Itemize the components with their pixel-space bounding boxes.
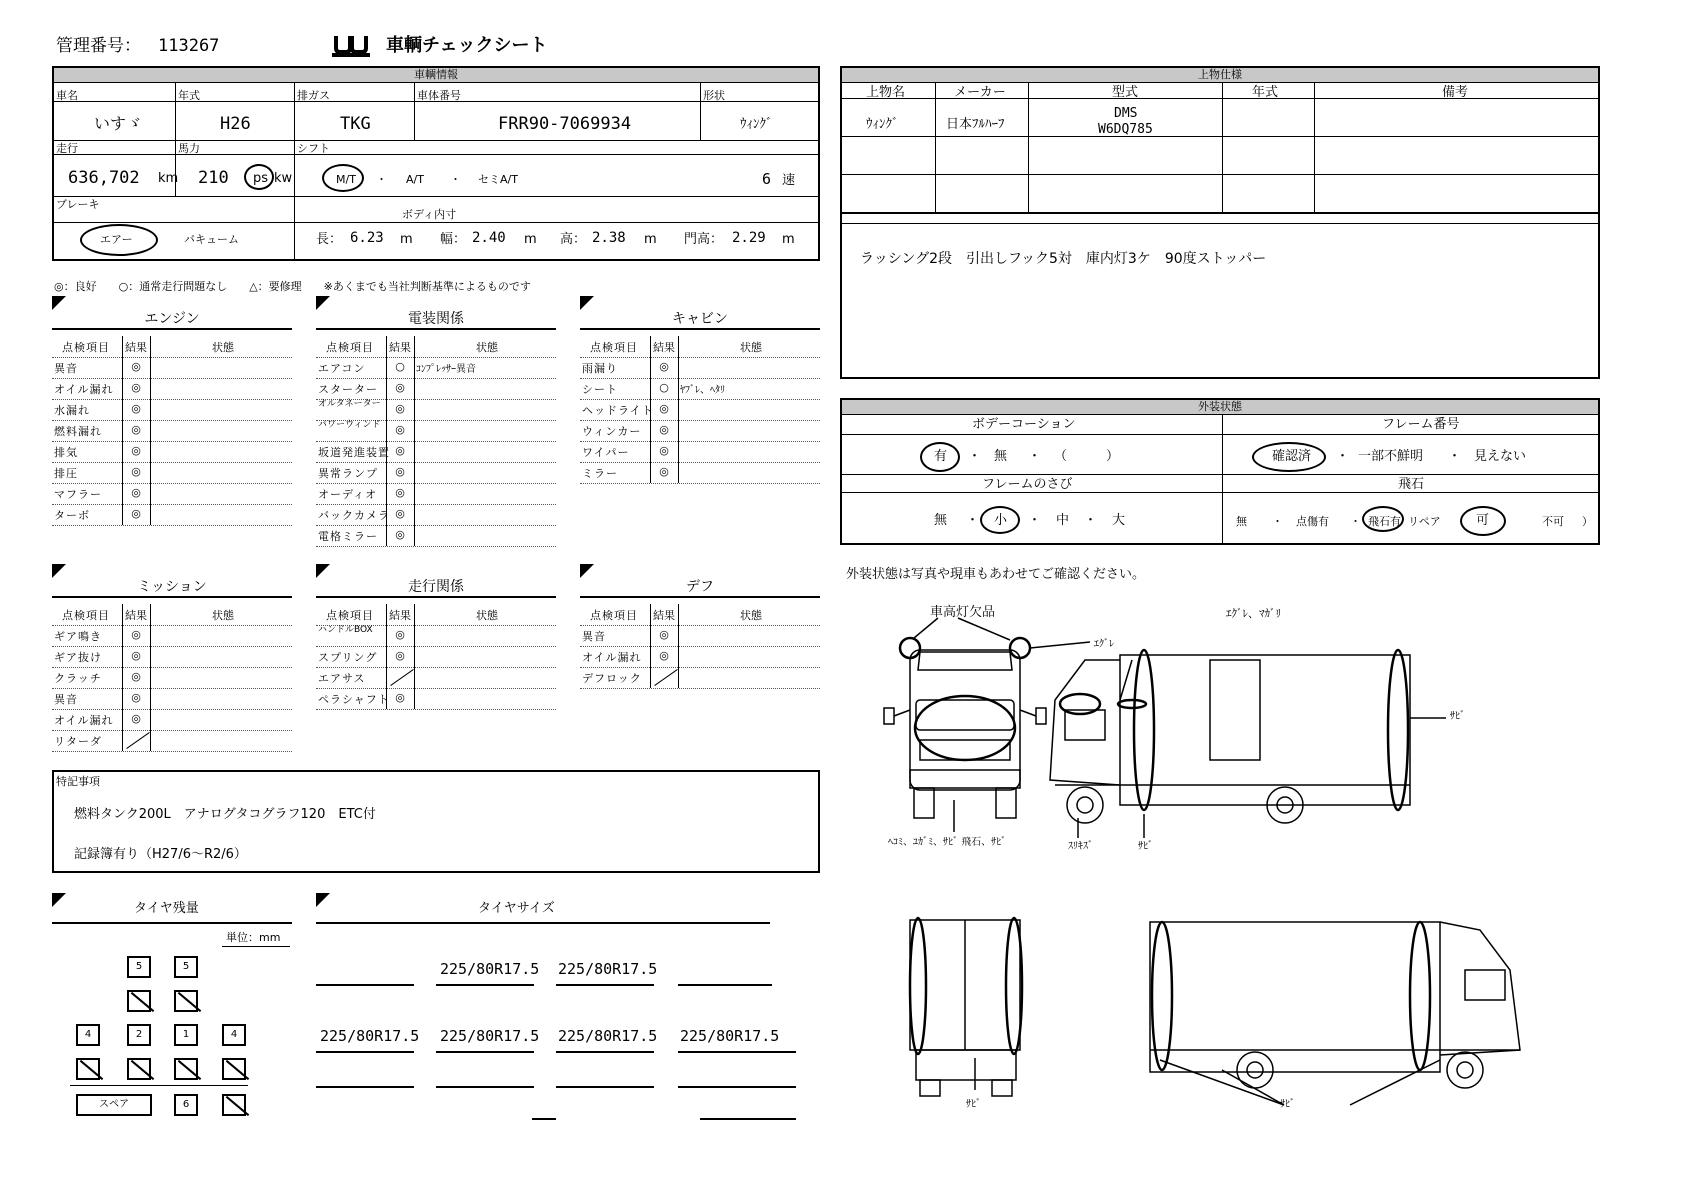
check-item-name: 排気 [54,446,78,459]
check-row [580,357,820,379]
body-dim-label: ボディ内寸 [402,208,457,221]
exhaust-value: TKG [340,114,371,134]
tyre-slot-empty [222,1058,246,1080]
check-row [580,441,820,463]
mgmt-number: 113267 [158,36,220,56]
check-item-name: スターター [318,383,378,396]
electric-title: 電装関係 [408,311,464,327]
tyre-rear-right-outer: 4 [222,1024,246,1046]
wid-value: 2.40 [472,230,506,246]
check-row [52,504,292,526]
check-result: ◎ [659,402,669,415]
frame-label: フレーム番号 [1382,417,1460,432]
check-row [580,420,820,442]
rust-small-circle [980,506,1020,534]
check-result: ◎ [659,423,669,436]
check-item-name: マフラー [54,488,102,501]
truck-rear-view [910,918,1022,1096]
diff-check-table [580,604,820,688]
chip-ok: 可 [1476,513,1490,528]
check-result: ◎ [395,691,405,704]
annot-front-damage: ﾍｺﾐ、ﾕｶﾞﾐ、ｻﾋﾞ 飛石、ｻﾋﾞ [888,837,1007,848]
check-result: ◎ [131,486,141,499]
check-header-row [580,336,820,358]
check-row [316,483,556,505]
check-row [580,462,820,484]
tyre-unit: 単位：mm [226,931,281,944]
check-item-name: 坂道発進装置 [318,446,390,459]
check-item-name: パワーウィンド [318,420,381,430]
check-row [52,462,292,484]
col-state: 状態 [476,341,498,354]
hp-unit-kw: kw [274,171,293,186]
check-item-name: ペラシャフト [318,693,390,706]
mileage-unit: km [158,171,179,186]
sep: ・ [1028,513,1042,528]
check-row [52,688,292,710]
col-item: 点検項目 [590,609,638,622]
tyre-front-right: 5 [174,956,198,978]
exterior-section-header: 外装状態 [842,400,1598,415]
check-item-name: エアサス [318,672,366,685]
check-row [316,420,556,442]
check-header-row [316,336,556,358]
col-state: 状態 [476,609,498,622]
check-item-name: リターダ [54,735,102,748]
check-result: ◎ [131,444,141,457]
check-row [52,730,292,752]
check-item-name: バックカメラ [318,509,390,522]
check-header-row [580,604,820,626]
hp-label: 馬力 [178,142,200,155]
truck-side-view [1050,650,1446,838]
check-item-name: 排圧 [54,467,78,480]
cabin-check-table [580,336,820,483]
company-logo [330,34,372,58]
truck-other-side-view [1150,922,1520,1105]
check-result: ◎ [659,628,669,641]
special-line2: 記録簿有り（H27/6～R2/6） [74,847,247,862]
upper-model-1: DMS [1114,106,1138,121]
check-item-name: シート [582,383,618,396]
col-notes: 備考 [1442,85,1469,100]
check-state: ｺﾝﾌﾟﾚｯｻｰ異音 [416,364,476,375]
not-applicable-slash [390,669,414,686]
legend: ◎：良好 ○：通常走行問題なし △：要修理 ※あくまでも当社判断基準によるものです [54,280,531,293]
check-item-name: 水漏れ [54,404,90,417]
check-row [580,625,820,647]
col-state: 状態 [212,609,234,622]
year-label: 年式 [178,89,200,102]
chip-stone: 飛石有 [1368,515,1401,528]
col-state: 状態 [740,341,762,354]
sep: ・ [1336,449,1350,464]
exterior-note: 外装状態は写真や現車もあわせてご確認ください。 [846,567,1146,582]
chip-close-paren: ） [1582,515,1593,528]
check-row [316,525,556,547]
col-result: 結果 [125,609,147,622]
door-label: 門高： [684,232,724,247]
hei-label: 高： [560,232,587,247]
tyre-size-front-2: 225/80R17.5 [558,960,658,978]
check-result: ○ [395,360,405,373]
check-row [52,625,292,647]
hei-value: 2.38 [592,230,626,246]
not-applicable-slash [654,669,678,686]
check-row [52,667,292,689]
tyre-spare: 6 [174,1094,198,1116]
tyre-slot-empty [76,1058,100,1080]
engine-check-table [52,336,292,525]
check-row [580,667,820,689]
tyre-size-rear-3: 225/80R17.5 [558,1027,658,1045]
check-item-name: オイル漏れ [582,651,642,664]
check-item-name: ギア抜け [54,651,102,664]
shift-mt: M/T [336,173,356,186]
check-row [316,688,556,710]
tyre-slot-empty [174,990,198,1012]
electric-check-table [316,336,556,546]
chip-label: 飛石 [1398,477,1425,492]
rust-label: フレームのさび [982,477,1073,492]
check-result: ◎ [395,381,405,394]
check-row [316,378,556,400]
col-result: 結果 [389,341,411,354]
check-row [580,399,820,421]
annot-crease-bend: ｴｸﾞﾚ、ﾏｶﾞﾘ [1226,607,1281,620]
annot-marker-missing: 車高灯欠品 [930,605,996,620]
annot-rust-rear: ｻﾋﾞ [1450,711,1465,722]
door-value: 2.29 [732,230,766,246]
shift-mt-circle [322,164,364,192]
year-value: H26 [220,114,251,134]
col-item: 点検項目 [62,609,110,622]
check-item-name: 異音 [54,362,78,375]
annot-rust-other-side: ｻﾋﾞ [1280,1099,1295,1110]
mileage-value: 636,702 [68,168,140,188]
check-header-row [52,604,292,626]
upper-note: ラッシング2段 引出しフック5対 庫内灯3ケ 90度ストッパー [860,251,1267,267]
annot-crease: ｴｸﾞﾚ [1094,639,1114,650]
check-result: ◎ [131,423,141,436]
check-result: ◎ [131,712,141,725]
check-item-name: ウィンカー [582,425,642,438]
shift-speed-unit: 速 [782,173,796,188]
check-result: ◎ [659,649,669,662]
coat-label: ボデーコーション [972,417,1076,432]
check-state: ﾔﾌﾞﾚ、ﾍﾀﾘ [680,385,725,396]
check-item-name: ギア鳴き [54,630,102,643]
check-row [316,441,556,463]
special-line1: 燃料タンク200L アナログタコグラフ120 ETC付 [74,807,376,822]
shift-at: A/T [406,173,424,186]
unit-m: m [644,232,657,247]
col-model: 型式 [1112,85,1139,100]
check-result: ◎ [131,691,141,704]
check-item-name: 異常ランプ [318,467,378,480]
check-row [316,357,556,379]
tyre-size-marker [316,893,330,907]
coat-no: 無 [994,449,1008,464]
coat-yes: 有 [934,449,948,464]
rust-none: 無 [934,513,948,528]
check-item-name: エアコン [318,362,366,375]
check-result: ◎ [131,402,141,415]
tyre-size-rear-1: 225/80R17.5 [320,1027,420,1045]
vehicle-info-box [52,66,820,261]
mission-title: ミッション [137,579,207,595]
coat-yes-circle [920,442,960,472]
cabin-title: キャビン [672,311,728,327]
check-item-name: スプリング [318,651,378,664]
hp-unit-ps: ps [253,171,269,186]
shift-speed: 6 [762,170,772,188]
check-result: ◎ [659,465,669,478]
check-row [52,709,292,731]
check-item-name: ミラー [582,467,618,480]
check-row [316,646,556,668]
tyre-rear-left-inner: 2 [127,1024,151,1046]
check-item-name: 異音 [54,693,78,706]
col-item: 点検項目 [62,341,110,354]
check-item-name: 燃料漏れ [54,425,102,438]
check-result: ◎ [395,528,405,541]
tyre-size-rear-2: 225/80R17.5 [440,1027,540,1045]
tyre-rear-right-inner: 1 [174,1024,198,1046]
unit-m: m [782,232,795,247]
upper-name-value: ｳｨﾝｸﾞ [866,117,899,132]
check-item-name: ハンドルBOX [318,625,373,635]
check-row [316,504,556,526]
check-item-name: オイル漏れ [54,714,114,727]
brake-air: エアー [100,233,133,246]
check-row [316,625,556,647]
not-applicable-slash [126,732,150,749]
check-item-name: オルタネーター [318,399,381,409]
sep: ・ [1448,449,1462,464]
brake-label: ブレーキ [56,198,100,211]
sep: ・ [1028,449,1042,464]
diff-title: デフ [686,579,714,595]
tyre-slot-empty [222,1094,246,1116]
truck-front-view [884,618,1090,832]
chip-ng: 不可 [1542,515,1564,528]
check-row [316,399,556,421]
engine-title: エンジン [144,311,200,327]
check-result: ◎ [131,360,141,373]
check-item-name: クラッチ [54,672,102,685]
check-result: ◎ [131,507,141,520]
chip-stone-circle [1362,506,1404,532]
frame-partial: 一部不鮮明 [1358,449,1424,464]
col-state: 状態 [740,609,762,622]
check-row [52,441,292,463]
check-result: ○ [659,381,669,394]
truck-diagrams [880,600,1600,1120]
wid-label: 幅： [440,232,467,247]
check-result: ◎ [659,360,669,373]
unit-m: m [524,232,537,247]
check-result: ◎ [131,670,141,683]
check-row [316,462,556,484]
upper-model-2: W6DQ785 [1098,122,1153,137]
check-row [52,378,292,400]
check-item-name: ワイパー [582,446,630,459]
check-row [580,378,820,400]
check-item-name: 電格ミラー [318,530,378,543]
check-result: ◎ [395,649,405,662]
upper-spec-box [840,66,1600,379]
hp-unit-circle [244,164,274,190]
col-item: 点検項目 [326,341,374,354]
check-item-name: ヘッドライト [582,404,654,417]
special-label: 特記事項 [56,775,100,788]
check-item-name: デフロック [582,672,642,685]
rust-big: 大 [1112,513,1126,528]
check-result: ◎ [131,649,141,662]
unit-m: m [400,232,413,247]
col-maker: メーカー [954,85,1006,100]
hp-value: 210 [198,168,229,188]
tyre-size-rear-4: 225/80R17.5 [680,1027,780,1045]
col-result: 結果 [653,609,675,622]
check-result: ◎ [131,381,141,394]
check-item-name: ターボ [54,509,90,522]
shape-value: ｳｨﾝｸﾞ [740,117,773,132]
coat-paren: （ ） [1054,449,1120,464]
tyre-slot-empty [127,1058,151,1080]
check-item-name: オイル漏れ [54,383,114,396]
check-header-row [52,336,292,358]
tyre-slot-empty [174,1058,198,1080]
rust-mid: 中 [1056,513,1070,528]
sep: ・ [1084,513,1098,528]
spare-label: スペア [76,1094,152,1116]
tyre-remain-marker [52,893,66,907]
tyre-rear-left-outer: 4 [76,1024,100,1046]
mileage-label: 走行 [56,142,78,155]
upper-maker-value: 日本ﾌﾙﾊｰﾌ [946,117,1005,132]
check-result: ◎ [659,444,669,457]
col-result: 結果 [653,341,675,354]
drive-title: 走行関係 [408,579,464,595]
make-label: 車名 [56,89,78,102]
check-header-row [316,604,556,626]
tyre-slot-empty [127,990,151,1012]
tyre-size-title: タイヤサイズ [478,901,555,916]
col-item: 点検項目 [590,341,638,354]
check-result: ◎ [395,465,405,478]
col-item: 点検項目 [326,609,374,622]
check-item-name: 異音 [582,630,606,643]
chassis-label: 車体番号 [417,89,461,102]
sep: ・ [968,449,982,464]
chip-ok-circle [1460,506,1506,536]
frame-ok: 確認済 [1272,449,1312,464]
len-value: 6.23 [350,230,384,246]
check-row [52,399,292,421]
mgmt-label: 管理番号： [56,36,141,56]
page-title: 車輌チェックシート [386,35,548,56]
frame-ok-circle [1252,442,1326,472]
check-item-name: 雨漏り [582,362,618,375]
exterior-box [840,398,1600,545]
check-result: ◎ [395,402,405,415]
upper-section-header: 上物仕様 [842,68,1598,83]
col-upper-name: 上物名 [866,85,906,100]
sep: ・ [1350,515,1361,528]
col-year: 年式 [1252,85,1279,100]
sep: ・ [1272,515,1283,528]
sep: ・ [966,513,980,528]
special-notes-box [52,770,820,873]
check-result: ◎ [131,465,141,478]
shift-semi: セミA/T [478,173,518,186]
col-result: 結果 [389,609,411,622]
chip-damage: 点傷有 [1296,515,1329,528]
check-result: ◎ [395,423,405,436]
shift-label: シフト [297,142,330,155]
tyre-remain-title: タイヤ残量 [134,901,199,916]
check-row [52,420,292,442]
tyre-front-left: 5 [127,956,151,978]
check-row [316,667,556,689]
exhaust-label: 排ガス [297,89,330,102]
annot-rust-back: ｻﾋﾞ [966,1099,981,1110]
chip-repair: リペア [1408,515,1441,528]
annot-rust-side: ｻﾋﾞ [1138,841,1153,852]
check-result: ◎ [395,507,405,520]
check-result: ◎ [395,444,405,457]
rust-small: 小 [994,513,1008,528]
chip-none: 無 [1236,515,1247,528]
brake-air-circle [80,224,158,256]
brake-vacuum: バキューム [184,233,239,246]
shape-label: 形状 [703,89,725,102]
shift-sep: ・ [450,173,461,186]
drive-check-table [316,604,556,709]
shift-sep: ・ [376,173,387,186]
check-result: ◎ [395,486,405,499]
check-item-name: オーディオ [318,488,378,501]
check-result: ◎ [395,628,405,641]
check-result: ◎ [131,628,141,641]
chassis-value: FRR90-7069934 [498,114,632,134]
vehicle-section-header: 車輌情報 [54,68,818,83]
check-row [580,646,820,668]
col-state: 状態 [212,341,234,354]
check-row [52,357,292,379]
tyre-size-front-1: 225/80R17.5 [440,960,540,978]
frame-none: 見えない [1474,449,1527,464]
len-label: 長： [316,232,343,247]
check-row [52,646,292,668]
check-row [52,483,292,505]
col-result: 結果 [125,341,147,354]
make-value: いすゞ [94,114,143,133]
annot-scratch: ｽﾘｷｽﾞ [1068,841,1093,852]
mission-check-table [52,604,292,751]
